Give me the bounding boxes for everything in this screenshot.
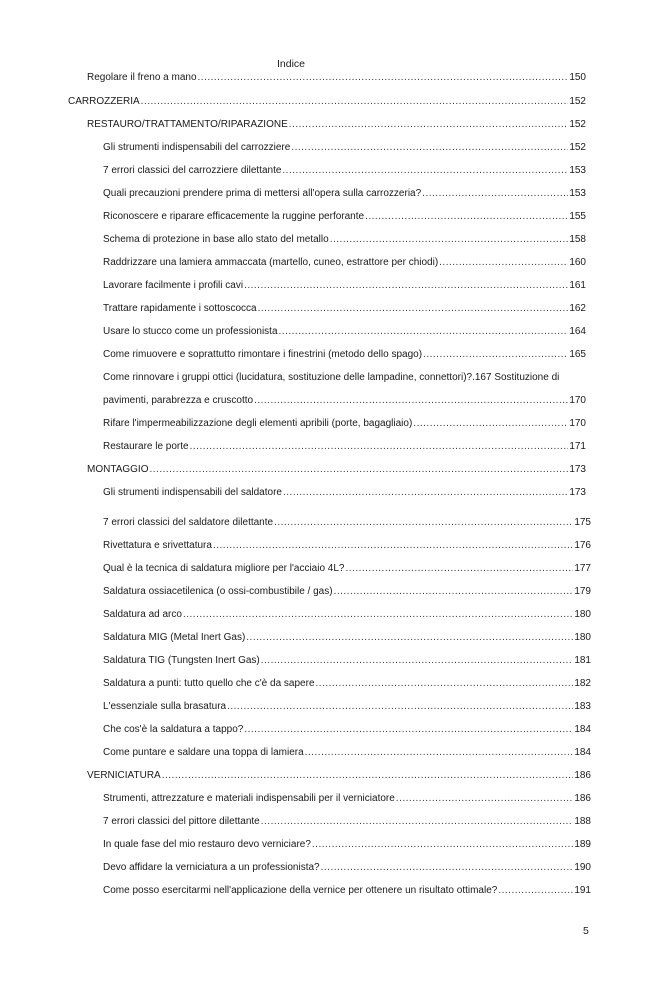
- toc-entry[interactable]: [103, 654, 591, 667]
- toc-entry[interactable]: [103, 700, 591, 713]
- toc-entry-title: Quali precauzioni prendere prima di mettersi all'opera sulla carrozzeria?: [103, 188, 422, 199]
- toc-leader-dots: [413, 417, 568, 430]
- toc-leader-dots: [258, 302, 569, 315]
- toc-leader-dots: [334, 585, 574, 598]
- toc-entry-page: 162: [569, 303, 586, 314]
- toc-entry-page: 173: [569, 487, 586, 498]
- toc-entry-title: RESTAURO/TRATTAMENTO/RIPARAZIONE: [87, 119, 288, 130]
- toc-entry-page: 180: [574, 632, 591, 643]
- toc-entry-title: Saldatura MIG (Metal Inert Gas): [103, 632, 246, 643]
- toc-entry-page: 177: [574, 563, 591, 574]
- toc-leader-dots: [305, 746, 574, 759]
- toc-entry-page: 189: [574, 839, 591, 850]
- toc-entry-page: 188: [574, 816, 591, 827]
- toc-entry[interactable]: [103, 302, 586, 315]
- toc-entry[interactable]: [103, 417, 586, 430]
- toc-entry-page: 173: [569, 464, 586, 475]
- toc-entry-page: 175: [574, 517, 591, 528]
- toc-entry[interactable]: [103, 233, 586, 246]
- toc-entry-page: 153: [569, 165, 586, 176]
- toc-entry-title: Schema di protezione in base allo stato del metallo: [103, 234, 329, 245]
- toc-entry-title: Saldatura ad arco: [103, 609, 182, 620]
- toc-entry-page: 150: [569, 72, 586, 83]
- toc-entry-title: Raddrizzare una lamiera ammaccata (martello, cuneo, estrattore per chiodi): [103, 257, 439, 268]
- toc-leader-dots: [279, 325, 569, 338]
- toc-entry-title: Restaurare le porte: [103, 441, 189, 452]
- toc-entry-title: Saldatura ossiacetilenica (o ossi-combustibile / gas): [103, 586, 333, 597]
- toc-entry[interactable]: [103, 210, 586, 223]
- toc-entry-section[interactable]: [68, 95, 586, 108]
- toc-entry-page: 186: [574, 793, 591, 804]
- toc-entry-title: MONTAGGIO: [87, 464, 149, 475]
- toc-leader-dots: [227, 700, 573, 713]
- toc-entry[interactable]: [103, 164, 586, 177]
- toc-entry[interactable]: [103, 539, 591, 552]
- toc-entry-title: Come rimuovere e soprattutto rimontare i finestrini (metodo dello spago): [103, 349, 423, 360]
- toc-entry-page: 176: [574, 540, 591, 551]
- toc-entry[interactable]: [87, 71, 586, 84]
- toc-entry[interactable]: [103, 585, 591, 598]
- toc-entry-title: CARROZZERIA: [68, 96, 140, 107]
- toc-leader-dots: [246, 631, 573, 644]
- toc-entry-wrapped-line[interactable]: Come rinnovare i gruppi ottici (lucidatura, sostituzione delle lampadine, connettori)?.167 Sostituzione di: [103, 372, 560, 383]
- toc-entry[interactable]: [103, 608, 591, 621]
- toc-leader-dots: [439, 256, 568, 269]
- toc-entry-title: Saldatura TIG (Tungsten Inert Gas): [103, 655, 260, 666]
- toc-entry-page: 152: [569, 119, 586, 130]
- toc-entry-title: Saldatura a punti: tutto quello che c'è da sapere: [103, 678, 315, 689]
- toc-leader-dots: [141, 95, 569, 108]
- toc-leader-dots: [261, 654, 574, 667]
- toc-entry[interactable]: [103, 677, 591, 690]
- toc-leader-dots: [291, 141, 568, 154]
- toc-entry-title: 7 errori classici del saldatore dilettante: [103, 517, 274, 528]
- toc-leader-dots: [321, 861, 574, 874]
- toc-entry[interactable]: [103, 187, 586, 200]
- toc-leader-dots: [396, 792, 574, 805]
- toc-entry-title: Devo affidare la verniciatura a un professionista?: [103, 862, 320, 873]
- toc-entry-title: Gli strumenti indispensabili del carrozziere: [103, 142, 291, 153]
- toc-entry-title: Trattare rapidamente i sottoscocca: [103, 303, 257, 314]
- toc-entry[interactable]: [103, 516, 591, 529]
- toc-entry-title: Rivettatura e srivettatura: [103, 540, 212, 551]
- toc-entry-page: 170: [569, 418, 586, 429]
- toc-entry-page: 181: [574, 655, 591, 666]
- toc-entry[interactable]: [103, 279, 586, 292]
- toc-entry-page: 190: [574, 862, 591, 873]
- toc-entry-continuation[interactable]: [103, 394, 586, 407]
- toc-entry[interactable]: [103, 746, 591, 759]
- toc-entry-title: Strumenti, attrezzature e materiali indispensabili per il verniciatore: [103, 793, 395, 804]
- toc-entry-page: 180: [574, 609, 591, 620]
- toc-entry-page: 158: [569, 234, 586, 245]
- toc-entry-page: 179: [574, 586, 591, 597]
- toc-entry-page: 170: [569, 395, 586, 406]
- toc-entry-title: 7 errori classici del carrozziere dilettante: [103, 165, 282, 176]
- toc-leader-dots: [422, 187, 568, 200]
- toc-leader-dots: [254, 394, 568, 407]
- toc-leader-dots: [312, 838, 573, 851]
- toc-entry-page: 184: [574, 724, 591, 735]
- toc-entry-page: 153: [569, 188, 586, 199]
- toc-leader-dots: [244, 279, 568, 292]
- toc-entry[interactable]: [103, 884, 591, 897]
- toc-leader-dots: [261, 815, 574, 828]
- toc-entry[interactable]: [103, 723, 591, 736]
- toc-entry[interactable]: [103, 631, 591, 644]
- toc-entry-title: Gli strumenti indispensabili del saldatore: [103, 487, 282, 498]
- toc-entry-title: Riconoscere e riparare efficacemente la ruggine perforante: [103, 211, 365, 222]
- toc-leader-dots: [183, 608, 573, 621]
- toc-leader-dots: [498, 884, 573, 897]
- toc-leader-dots: [283, 486, 568, 499]
- toc-entry-title: Come puntare e saldare una toppa di lamiera: [103, 747, 304, 758]
- toc-entry-title: VERNICIATURA: [87, 770, 161, 781]
- toc-entry-title: 7 errori classici del pittore dilettante: [103, 816, 260, 827]
- toc-entry-page: 165: [569, 349, 586, 360]
- page-number: 5: [583, 925, 589, 937]
- toc-leader-dots: [289, 118, 569, 131]
- toc-entry[interactable]: [103, 348, 586, 361]
- toc-entry-title: Che cos'è la saldatura a tappo?: [103, 724, 244, 735]
- toc-entry-title: Lavorare facilmente i profili cavi: [103, 280, 244, 291]
- toc-entry-title: Regolare il freno a mano: [87, 72, 197, 83]
- toc-entry-subsection[interactable]: [87, 118, 586, 131]
- toc-leader-dots: [149, 463, 568, 476]
- toc-leader-dots: [423, 348, 568, 361]
- toc-entry-page: 164: [569, 326, 586, 337]
- page-header: Indice: [276, 58, 306, 70]
- toc-entry-page: 160: [569, 257, 586, 268]
- toc-entry-page: 183: [574, 701, 591, 712]
- toc-entry-title: Come posso esercitarmi nell'applicazione della vernice per ottenere un risultato ottimale?: [103, 885, 498, 896]
- toc-entry[interactable]: [103, 486, 586, 499]
- toc-entry[interactable]: [103, 325, 586, 338]
- toc-entry-page: 184: [574, 747, 591, 758]
- toc-entry-title: Qual è la tecnica di saldatura migliore per l'acciaio 4L?: [103, 563, 345, 574]
- toc-leader-dots: [162, 769, 574, 782]
- toc-entry-page: 171: [569, 441, 586, 452]
- toc-entry[interactable]: [103, 815, 591, 828]
- toc-entry-title: In quale fase del mio restauro devo verniciare?: [103, 839, 311, 850]
- toc-leader-dots: [365, 210, 568, 223]
- toc-leader-dots: [330, 233, 569, 246]
- toc-leader-dots: [274, 516, 573, 529]
- toc-leader-dots: [244, 723, 573, 736]
- toc-leader-dots: [213, 539, 573, 552]
- toc-entry-page: 186: [574, 770, 591, 781]
- toc-entry-page: 191: [574, 885, 591, 896]
- toc-leader-dots: [198, 71, 569, 84]
- toc-entry-title: pavimenti, parabrezza e cruscotto: [103, 395, 254, 406]
- toc-leader-dots: [190, 440, 569, 453]
- toc-entry-page: 152: [569, 96, 586, 107]
- toc-entry[interactable]: [103, 792, 591, 805]
- toc-entry[interactable]: [103, 838, 591, 851]
- toc-entry-page: 155: [569, 211, 586, 222]
- toc-entry[interactable]: [103, 440, 586, 453]
- toc-entry-title: Usare lo stucco come un professionista: [103, 326, 278, 337]
- toc-entry[interactable]: [103, 256, 586, 269]
- toc-leader-dots: [282, 164, 568, 177]
- toc-entry-subsection[interactable]: [87, 463, 586, 476]
- toc-entry-page: 152: [569, 142, 586, 153]
- toc-leader-dots: [316, 677, 574, 690]
- toc-leader-dots: [345, 562, 573, 575]
- toc-entry-title: Rifare l'impermeabilizzazione degli elementi apribili (porte, bagagliaio): [103, 418, 413, 429]
- toc-entry[interactable]: [103, 861, 591, 874]
- toc-entry[interactable]: [103, 141, 586, 154]
- toc-entry[interactable]: [103, 562, 591, 575]
- toc-entry-page: 161: [569, 280, 586, 291]
- toc-entry-page: 182: [574, 678, 591, 689]
- toc-entry-title: L'essenziale sulla brasatura: [103, 701, 227, 712]
- toc-entry-subsection[interactable]: [87, 769, 591, 782]
